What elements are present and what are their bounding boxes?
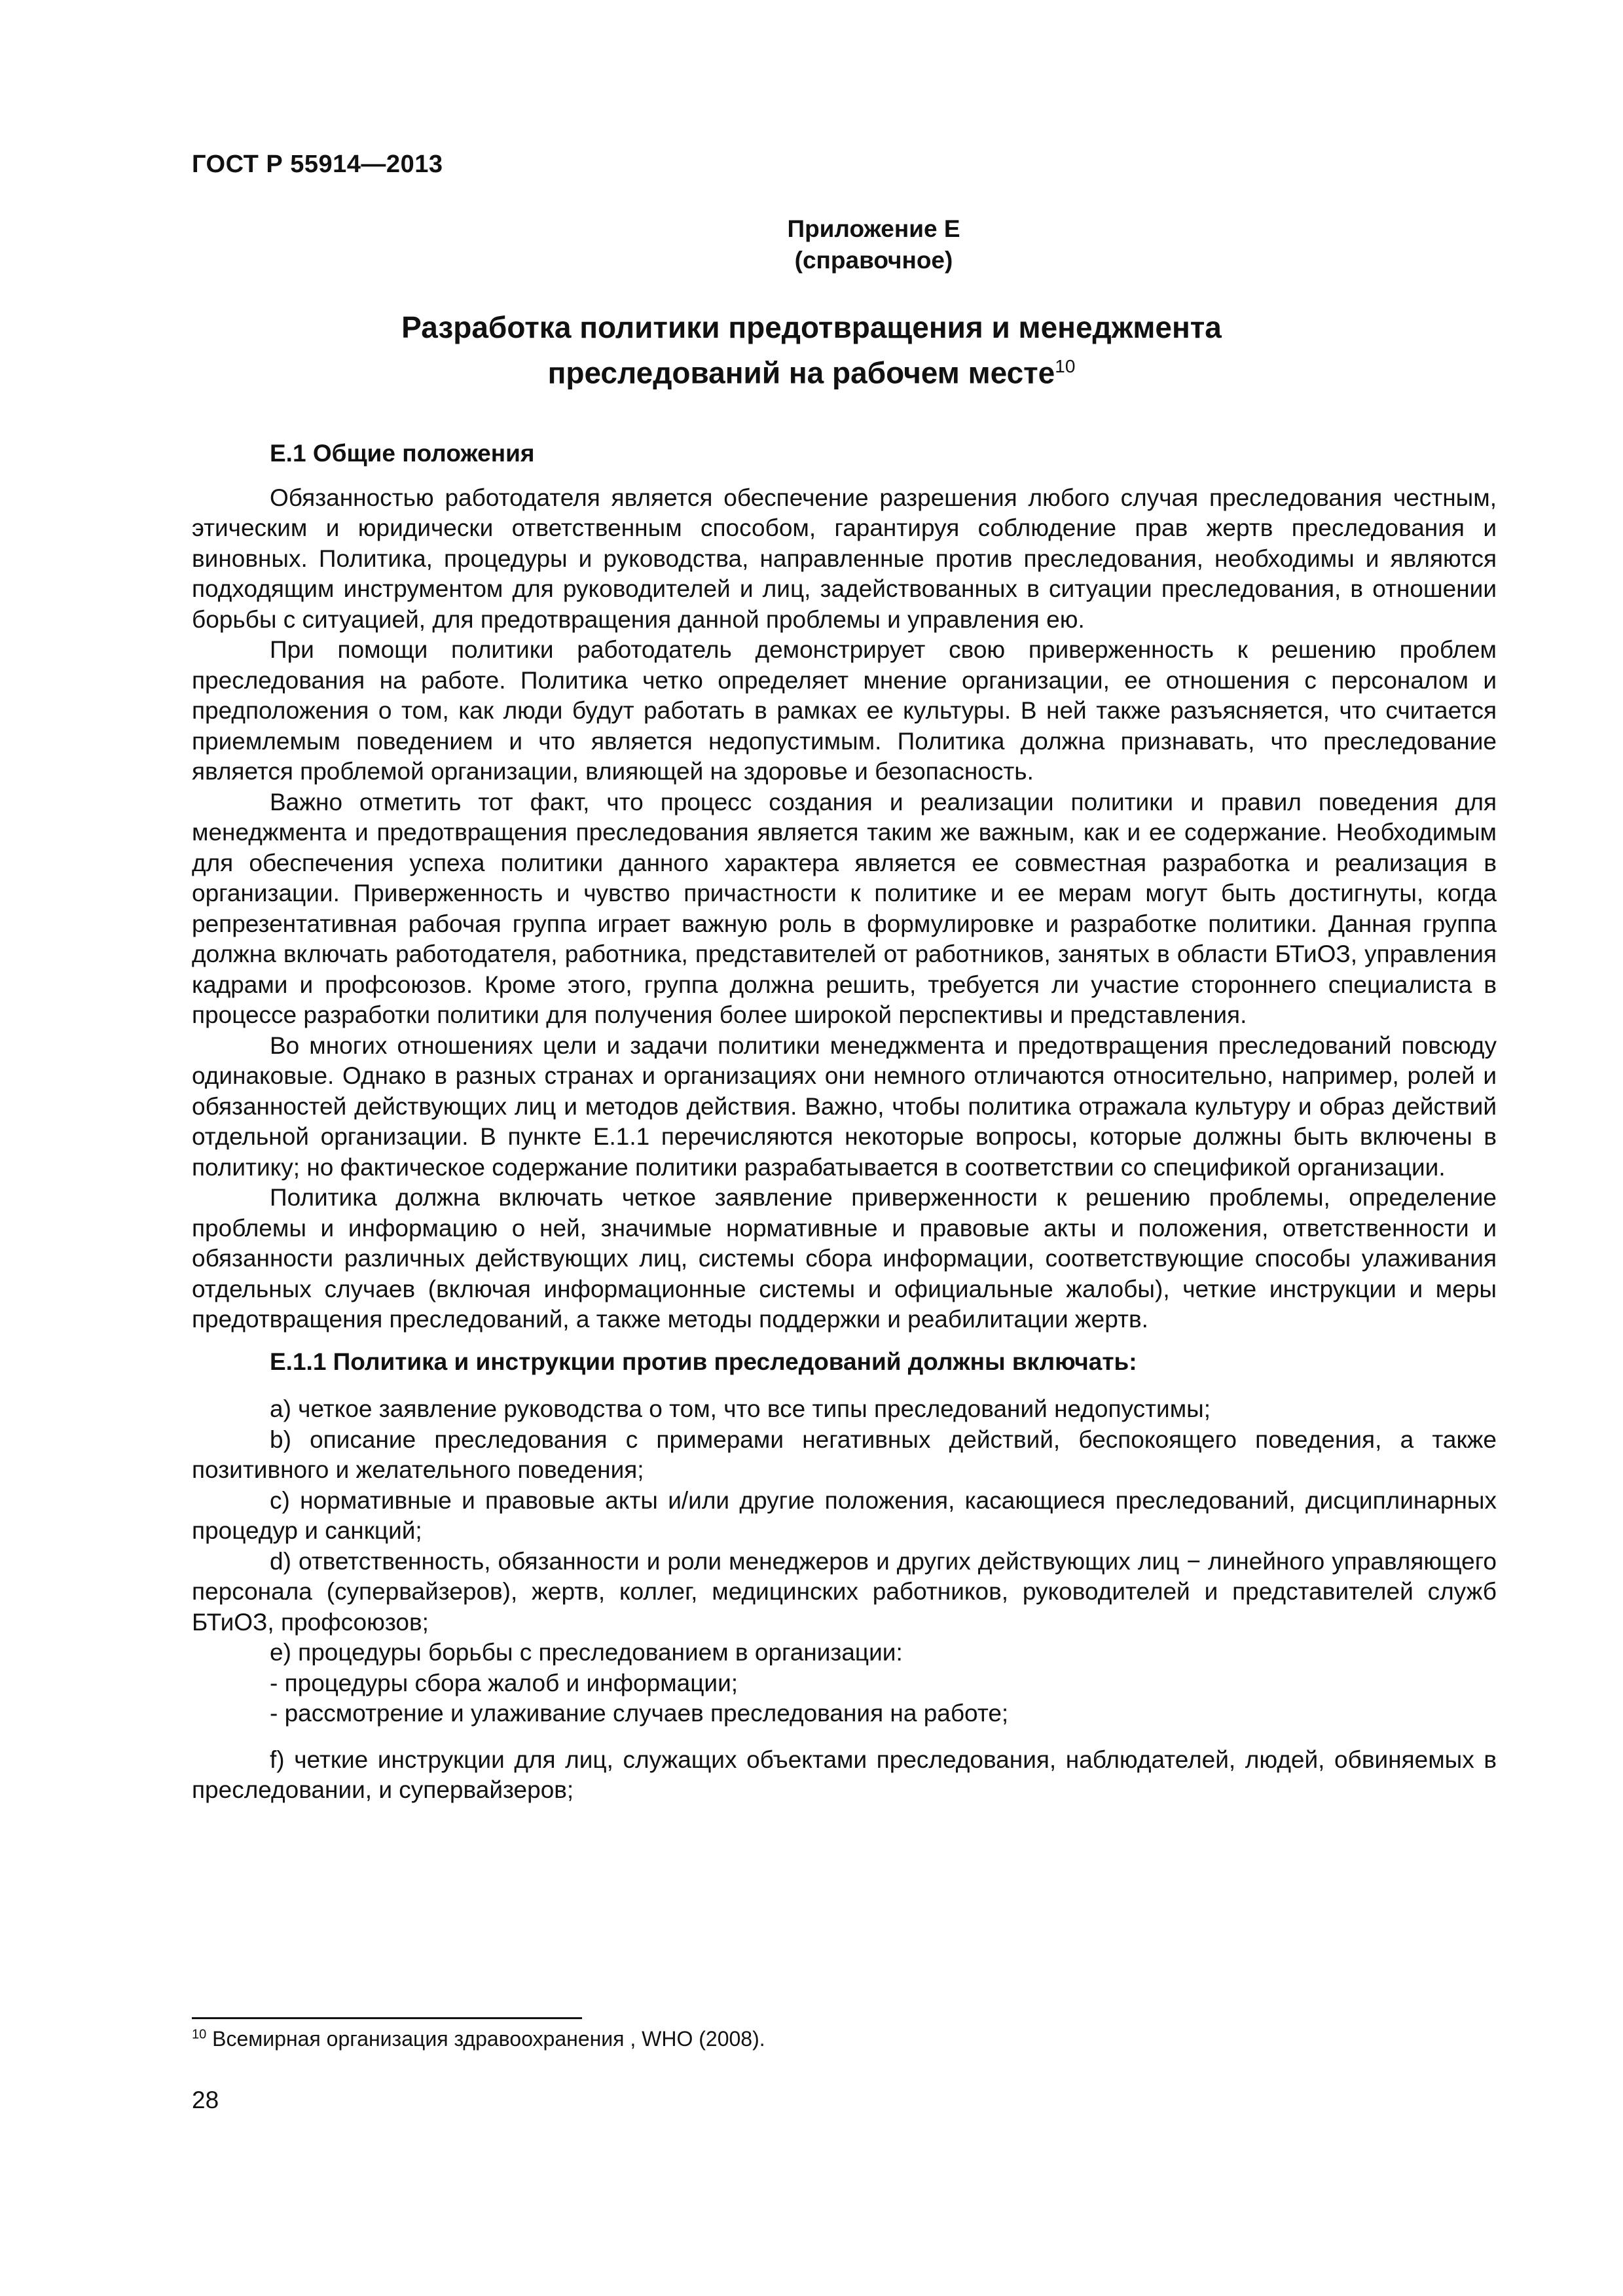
list-item: c) нормативные и правовые акты и/или другие положения, касающиеся преследований, дисциплинарных процедур и санкций; — [192, 1486, 1497, 1544]
annex-title-line-2 — [0, 347, 1623, 392]
list-subitem: - рассмотрение и улаживание случаев преследования на работе; — [270, 1700, 1009, 1727]
footnote — [192, 2027, 765, 2051]
page-number: 28 — [192, 2087, 219, 2113]
annex-title — [0, 308, 1623, 392]
title-footnote-ref: 10 — [1055, 356, 1076, 376]
paragraph: Политика должна включать четкое заявление приверженности к решению проблемы, определение проблемы и информацию о ней, значимые нормативные и правовые акты и положения, ответственности и обязанности различных действующих лиц, системы сбора информации, соответствующие способы улаживания отдельных случаев (включая информационные системы и официальные жалобы), четкие инструкции и меры предотвращения преследований, а также методы поддержки и реабилитации жертв. — [192, 1184, 1497, 1333]
paragraph: Обязанностью работодателя является обеспечение разрешения любого случая преследования честным, этическим и юридически ответственным способом, гарантируя соблюдение прав жертв преследования и виновных. Политика, процедуры и руководства, направленные против преследования, необходимы и являются подходящим инструментом для руководителей и лиц, задействованных в ситуации преследования, в отношении борьбы с ситуацией, для предотвращения данной проблемы и управления ею. — [192, 484, 1497, 633]
annex-status: (справочное) — [794, 247, 953, 274]
annex-title-line-2-text: преследований на рабочем месте — [547, 355, 1055, 390]
footnote-text: Всемирная организация здравоохранения , WHO (2008). — [206, 2027, 765, 2051]
paragraph: При помощи политики работодатель демонстрирует свою приверженность к решению проблем преследования на работе. Политика четко определяет мнение организации, ее отношения с персоналом и предположения о том, как люди будут работать в рамках ее культуры. В ней также разъясняется, что считается приемлемым поведением и что является недопустимым. Политика должна признавать, что преследование является проблемой организации, влияющей на здоровье и безопасность. — [192, 636, 1497, 785]
list-item: a) четкое заявление руководства о том, что все типы преследований недопустимы; — [270, 1395, 1211, 1422]
document-body — [192, 439, 1497, 1806]
annex-title-line-1: Разработка политики предотвращения и менеджмента — [401, 310, 1222, 344]
footnote-marker: 10 — [192, 2027, 207, 2042]
document-code-header: ГОСТ Р 55914—2013 — [192, 151, 443, 178]
paragraph: Во многих отношениях цели и задачи политики менеджмента и предотвращения преследований повсюду одинаковые. Однако в разных странах и организациях они немного отличаются относительно, например, ролей и обязанностей действующих лиц и методов действия. Важно, чтобы политика отражала культуру и образ действий отдельной организации. В пункте Е.1.1 перечисляются некоторые вопросы, которые должны быть включены в политику; но фактическое содержание политики разрабатывается в соответствии со спецификой организации. — [192, 1031, 1497, 1181]
list-item: f) четкие инструкции для лиц, служащих объектами преследования, наблюдателей, людей, обвиняемых в преследовании, и супервайзеров; — [192, 1746, 1497, 1803]
section-e11-heading: Е.1.1 Политика и инструкции против преследований должны включать: — [270, 1348, 1137, 1375]
list-item: e) процедуры борьбы с преследованием в организации: — [270, 1639, 903, 1666]
annex-heading — [0, 213, 1623, 276]
paragraph: Важно отметить тот факт, что процесс создания и реализации политики и правил поведения для менеджмента и предотвращения преследования является таким же важным, как и ее содержание. Необходимым для обеспечения успеха политики данного характера является ее совместная разработка и реализация в организации. Приверженность и чувство причастности к политике и ее мерам могут быть достигнуты, когда репрезентативная рабочая группа играет важную роль в формулировке и разработке политики. Данная группа должна включать работодателя, работника, представителей от работников, занятых в области БТиОЗ, управления кадрами и профсоюзов. Кроме этого, группа должна решить, требуется ли участие стороннего специалиста в процессе разработки политики для получения более широкой перспективы и представления. — [192, 788, 1497, 1028]
list-item: b) описание преследования с примерами негативных действий, беспокоящего поведения, а также позитивного и желательного поведения; — [192, 1426, 1497, 1483]
list-item: d) ответственность, обязанности и роли менеджеров и других действующих лиц − линейного управляющего персонала (супервайзеров), жертв, коллег, медицинских работников, руководителей и представителей служб БТиОЗ, профсоюзов; — [192, 1547, 1497, 1636]
list-subitem: - процедуры сбора жалоб и информации; — [270, 1669, 739, 1696]
section-e1-heading: Е.1 Общие положения — [270, 440, 535, 467]
annex-label: Приложение Е — [787, 215, 960, 242]
footnote-divider — [192, 2017, 582, 2019]
